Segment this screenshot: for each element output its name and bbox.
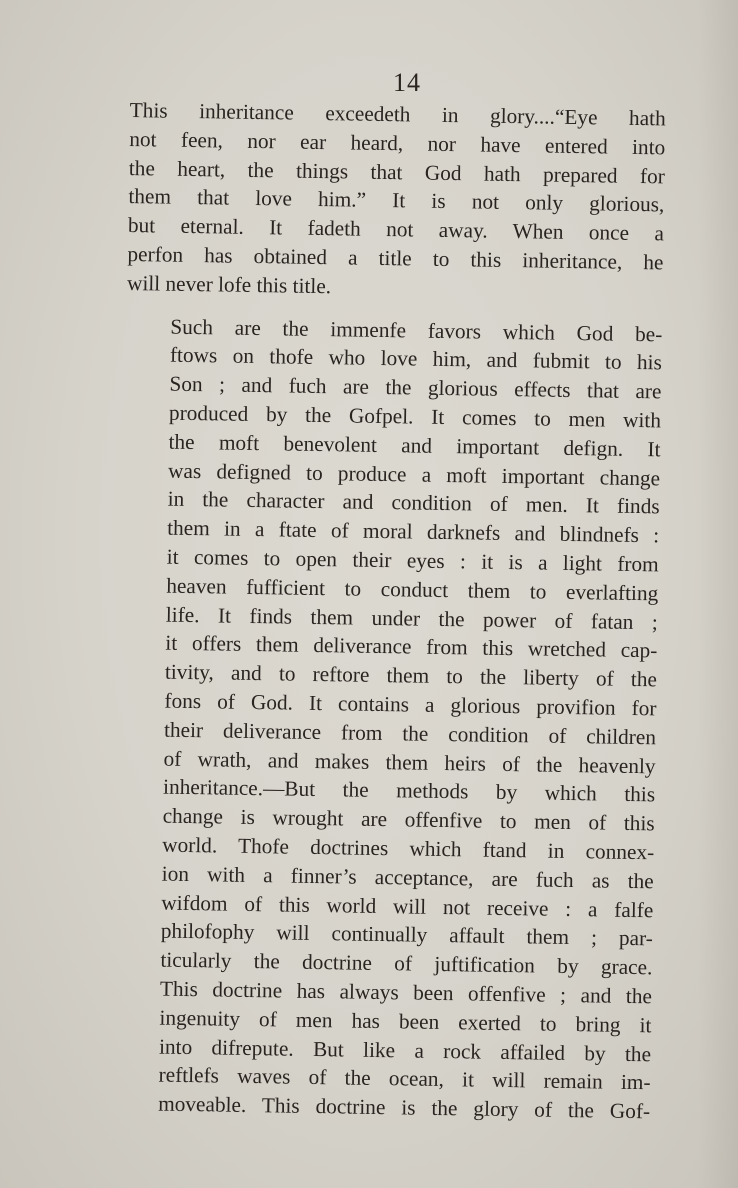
text-line: their deliverance from the condition of children [163,717,657,750]
text-line: life. It finds them under the power of fatan ; [165,602,658,634]
text-line: ion with a finner’s acceptance, are fuch as the [161,861,654,894]
text-line: into difrepute. But like a rock affailed by the [158,1034,652,1066]
text-line: change is wrought are offenfive to men of this [162,803,655,836]
text-line: ticularly the doctrine of juftification by grace. [160,947,653,980]
text-line: but eternal. It fadeth not away. When once a [127,213,665,246]
text-line: heaven fufficient to conduct them to everlafting [166,573,659,606]
text-line: will never lofe this title. [126,270,332,298]
text-line: Such are the immenfe favors which God be- [170,314,663,346]
text-line: not feen, nor ear heard, nor have entered into [129,126,666,160]
text-line: it offers them deliverance from this wretched cap- [165,630,658,663]
text-line: This inheritance exceedeth in glory....“Eye hath [129,97,666,131]
text-line: ingenuity of men has been exerted to bring it [159,1005,652,1038]
text-line: This doctrine has always been offenfive ; and the [159,976,653,1009]
page-number: 14 [393,68,421,97]
text-line: it comes to open their eyes : it is a light from [166,544,659,577]
text-line: wifdom of this world will not receive : a falfe [161,890,654,922]
text-line: reftlefs waves of the ocean, it will remain im- [158,1062,651,1095]
text-line: of wrath, and makes them heirs of the heavenly [163,746,656,778]
text-line: moveable. This doctrine is the glory of the Gof- [157,1091,651,1124]
text-line: the heart, the things that God hath prepared for [128,155,665,189]
body-text [114,96,666,1126]
text-line: world. Thofe doctrines which ftand in connex- [162,832,655,865]
text-line: inheritance.—But the methods by which this [162,774,656,807]
paragraph-2 [114,312,663,1127]
text-line: produced by the Gofpel. It comes to men with [168,400,662,433]
page-edge-shadow [698,0,738,1188]
text-line: them in a ftate of moral darknefs and blindnefs : [167,515,660,548]
text-line: perfon has obtained a title to this inheritance, he [127,241,664,275]
paragraph-1 [127,96,666,306]
text-line: them that love him.” It is not only glorious, [128,184,665,217]
text-line: the moft benevolent and important defign. It [168,429,661,462]
text-line: Son ; and fuch are the glorious effects that are [169,371,662,404]
text-line: ftows on thofe who love him, and fubmit to his [169,343,663,375]
text-line: was defigned to produce a moft important change [167,458,661,490]
text-line: philofophy will continually affault them ; par- [160,918,654,951]
text-line: tivity, and to reftore them to the liberty of the [164,659,658,692]
text-line: in the character and condition of men. It finds [167,487,660,519]
text-line: fons of God. It contains a glorious provifion for [164,688,657,721]
